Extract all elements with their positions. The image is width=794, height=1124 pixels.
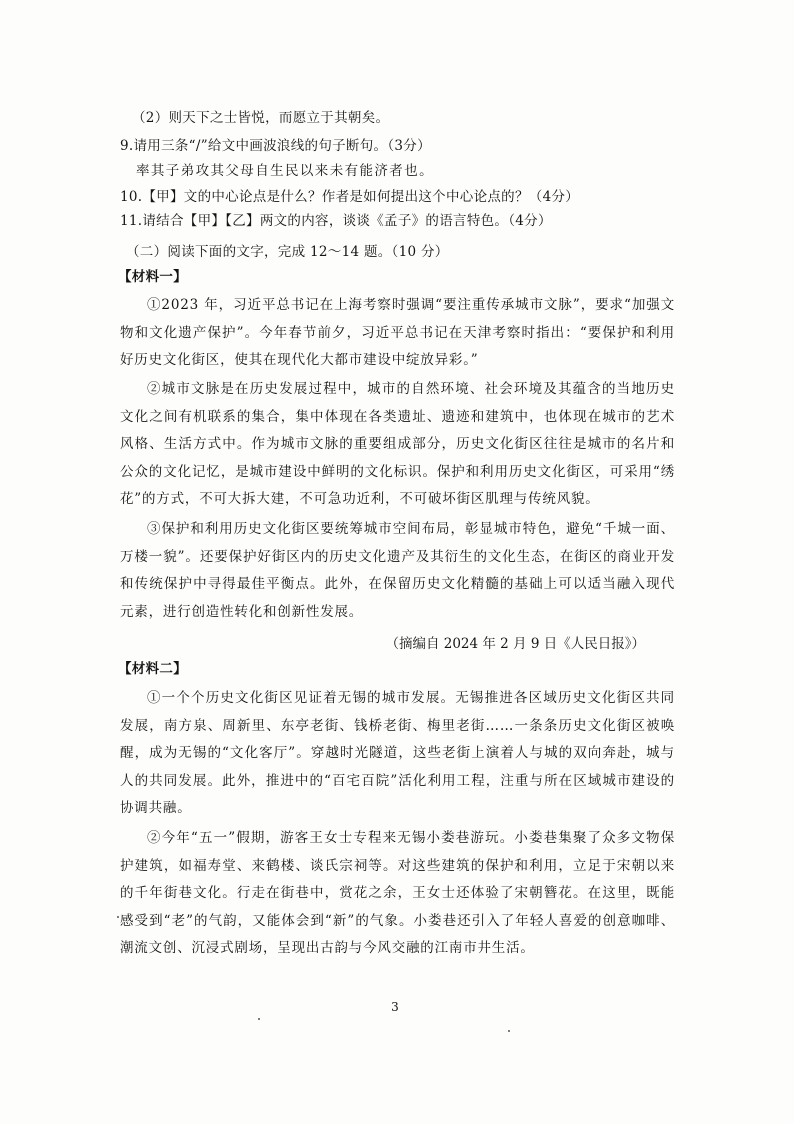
material-2-label: 【材料二】	[118, 661, 187, 677]
material-1-source: （摘编自 2024 年 2 月 9 日《人民日报》）	[385, 636, 645, 652]
section-2-heading: （二）阅读下面的文字，完成 12～14 题。（10 分）	[126, 244, 449, 260]
material-1-paragraph-1: ①2023 年，习近平总书记在上海考察时强调“要注重传承城市文脉”，要求“加强文物和文化遗产保护”。今年春节前夕，习近平总书记在天津考察时指出：“要保护和利用好历史文化街区，使其在现代化大都市建设中绽放异彩。”	[120, 297, 675, 368]
question-11: 11.请结合【甲】【乙】两文的内容，谈谈《孟子》的语言特色。（4分）	[120, 213, 552, 229]
material-2-paragraph-1: ①一个个历史文化街区见证着无锡的城市发展。无锡推进各区域历史文化街区共同发展，南方泉、周新里、东亭老街、钱桥老街、梅里老街……一条条历史文化街区被唤醒，成为无锡的“文化客厅”。穿越时光隧道，这些老街上演着人与城的双向奔赴，城与人的共同发展。此外，推进中的“百宅百院”活化利用工程，注重与所在区域城市建设的协调共融。	[120, 690, 675, 816]
material-2-paragraph-2: ②今年“五一”假期，游客王女士专程来无锡小娄巷游玩。小娄巷集聚了众多文物保护建筑，如福寿堂、来鹤楼、谈氏宗祠等。对这些建筑的保护和利用，立足于宋朝以来的千年街巷文化。行走在街巷中，赏花之余，王女士还体验了宋朝簪花。在这里，既能感受到“老”的气韵，又能体会到“新”的气象。小娄巷还引入了年轻人喜爱的创意咖啡、潮流文创、沉浸式剧场，呈现出古韵与今风交融的江南市井生活。	[120, 830, 675, 956]
scan-speck	[117, 916, 119, 918]
scan-speck	[508, 1030, 510, 1032]
question-8-2: （2）则天下之士皆悦，而愿立于其朝矣。	[132, 110, 390, 126]
material-1-paragraph-2: ②城市文脉是在历史发展过程中，城市的自然环境、社会环境及其蕴含的当地历史文化之间有机联系的集合，集中体现在各类遗址、遗迹和建筑中，也体现在城市的艺术风格、生活方式中。作为城市文脉的重要组成部分，历史文化街区往往是城市的名片和公众的文化记忆，是城市建设中鲜明的文化标识。保护和利用历史文化街区，可采用“绣花”的方式，不可大拆大建，不可急功近利，不可破坏街区肌理与传统风貌。	[120, 381, 675, 507]
material-1-label: 【材料一】	[118, 269, 187, 285]
question-10: 10.【甲】文的中心论点是什么？作者是如何提出这个中心论点的？（4分）	[120, 189, 580, 205]
material-1-paragraph-3: ③保护和利用历史文化街区要统筹城市空间布局，彰显城市特色，避免“千城一面、万楼一貌”。还要保护好街区内的历史文化遗产及其衍生的文化生态，在街区的商业开发和传统保护中寻得最佳平衡点。此外，在保留历史文化精髓的基础上可以适当融入现代元素，进行创造性转化和创新性发展。	[120, 521, 675, 620]
question-9-sentence: 率其子弟攻其父母自生民以来未有能济者也。	[136, 163, 434, 179]
page-number: 3	[391, 1000, 399, 1014]
question-9: 9.请用三条“/”给文中画波浪线的句子断句。（3分）	[120, 138, 431, 154]
scan-speck	[258, 1018, 260, 1020]
